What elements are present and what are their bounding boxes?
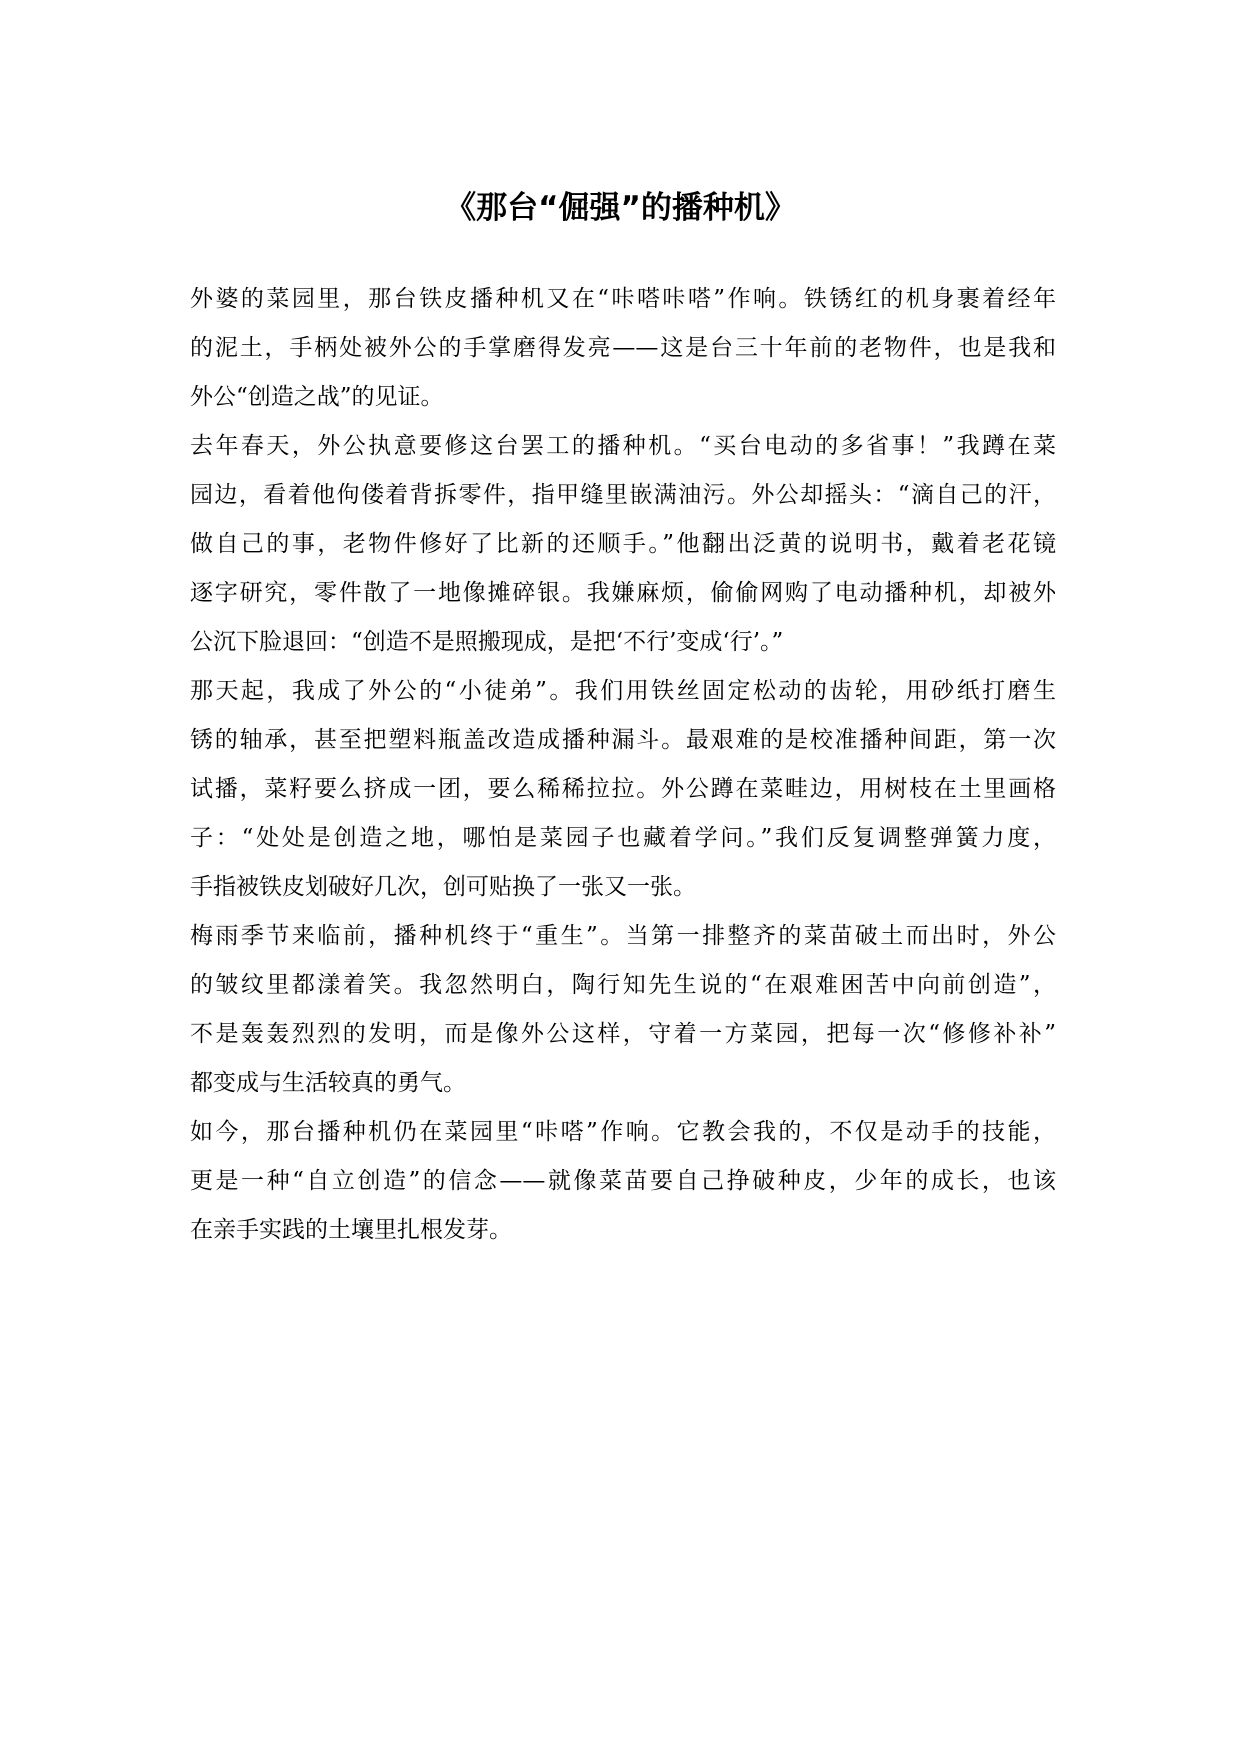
text-line: 锈的轴承，甚至把塑料瓶盖改造成播种漏斗。最艰难的是校准播种间距，第一次 xyxy=(190,727,1056,753)
text-line: 试播，菜籽要么挤成一团，要么稀稀拉拉。外公蹲在菜畦边，用树枝在土里画格 xyxy=(190,776,1056,802)
text-line: 去年春天，外公执意要修这台罢工的播种机。“买台电动的多省事！”我蹲在菜 xyxy=(190,433,1056,459)
text-line: 做自己的事，老物件修好了比新的还顺手。”他翻出泛黄的说明书，戴着老花镜 xyxy=(190,531,1056,557)
essay-title: 《那台“倔强”的播种机》 xyxy=(445,190,796,226)
text-line: 子：“处处是创造之地，哪怕是菜园子也藏着学问。”我们反复调整弹簧力度， xyxy=(190,825,1056,851)
text-line: 公沉下脸退回：“创造不是照搬现成，是把‘不行’变成‘行’。” xyxy=(190,629,784,655)
text-line: 的皱纹里都漾着笑。我忽然明白，陶行知先生说的“在艰难困苦中向前创造”， xyxy=(190,972,1056,998)
essay-body xyxy=(190,275,1056,1255)
text-line: 园边，看着他佝偻着背拆零件，指甲缝里嵌满油污。外公却摇头：“滴自己的汗， xyxy=(190,482,1056,508)
text-line: 如今，那台播种机仍在菜园里“咔嗒”作响。它教会我的，不仅是动手的技能， xyxy=(190,1119,1056,1145)
text-line: 都变成与生活较真的勇气。 xyxy=(190,1070,466,1096)
text-line: 在亲手实践的土壤里扎根发芽。 xyxy=(190,1217,512,1243)
text-line: 那天起，我成了外公的“小徒弟”。我们用铁丝固定松动的齿轮，用砂纸打磨生 xyxy=(190,678,1056,704)
text-line: 梅雨季节来临前，播种机终于“重生”。当第一排整齐的菜苗破土而出时，外公 xyxy=(190,923,1056,949)
text-line: 外公“创造之战”的见证。 xyxy=(190,384,444,410)
text-line: 外婆的菜园里，那台铁皮播种机又在“咔嗒咔嗒”作响。铁锈红的机身裹着经年 xyxy=(190,286,1056,312)
text-line: 的泥土，手柄处被外公的手掌磨得发亮——这是台三十年前的老物件，也是我和 xyxy=(190,335,1056,361)
text-line: 逐字研究，零件散了一地像摊碎银。我嫌麻烦，偷偷网购了电动播种机，却被外 xyxy=(190,580,1056,606)
text-line: 不是轰轰烈烈的发明，而是像外公这样，守着一方菜园，把每一次“修修补补” xyxy=(190,1021,1056,1047)
text-line: 手指被铁皮划破好几次，创可贴换了一张又一张。 xyxy=(190,874,696,900)
text-line: 更是一种“自立创造”的信念——就像菜苗要自己挣破种皮，少年的成长，也该 xyxy=(190,1168,1056,1194)
